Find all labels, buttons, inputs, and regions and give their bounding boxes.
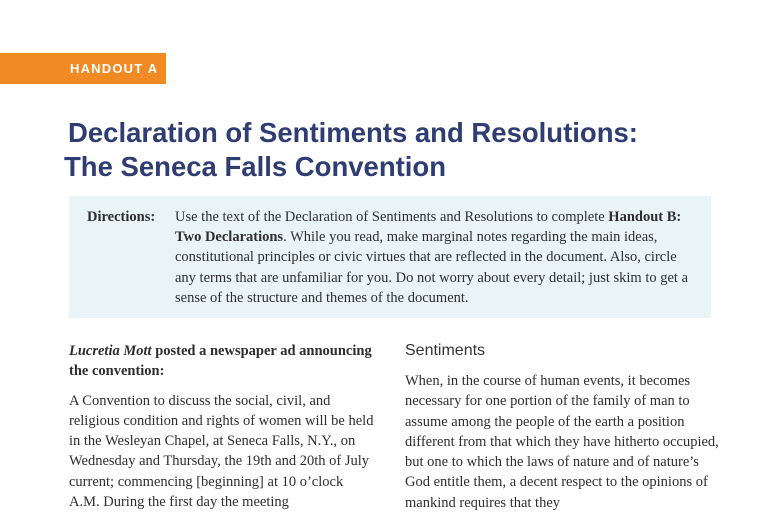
sentiments-body-text: When, in the course of human events, it becomes necessary for one portion of the family of man to assume among the people of the earth a position different from that which they have hitherto occupied, but one to which the laws of nature and of nature’s God entitle them, a decent respect to the opinions of mankind requires that they (405, 373, 719, 511)
directions-box (69, 196, 711, 318)
title-line-2: The Seneca Falls Convention (64, 151, 447, 182)
handout-tab: HANDOUT A (0, 53, 166, 84)
left-column (69, 341, 374, 512)
directions-text-after: . While you read, make marginal notes regarding the main ideas, constitutional principles or civic virtues that are reflected in the document. Also, circle any terms that are unfamiliar for you. Do not worry about every detail; just skim to get a sense of the structure and themes of the document. (175, 229, 689, 306)
directions-handout-reference: Handout B: Two Declarations (175, 209, 682, 246)
ad-heading-name: Lucretia Mott (69, 343, 152, 359)
ad-heading (69, 341, 374, 382)
sentiments-heading: Sentiments (405, 342, 486, 359)
title-line-1: Declaration of Sentiments and Resolutions: (68, 117, 638, 148)
directions-text (175, 207, 697, 318)
ad-heading-rest: posted a newspaper ad announcing the convention: (69, 343, 372, 380)
directions-label: Directions: (87, 209, 156, 225)
page-title (64, 116, 754, 184)
ad-body-text: A Convention to discuss the social, civil, and religious condition and rights of women will be held in the Wesleyan Chapel, at Seneca Falls, N.Y., on Wednesday and Thursday, the 19th and 20th of July current; commencing [beginning] at 10 o’clock A.M. During the first day the meeting (69, 392, 374, 511)
directions-text-before: Use the text of the Declaration of Sentiments and Resolutions to complete (175, 209, 609, 225)
right-column (405, 340, 723, 513)
